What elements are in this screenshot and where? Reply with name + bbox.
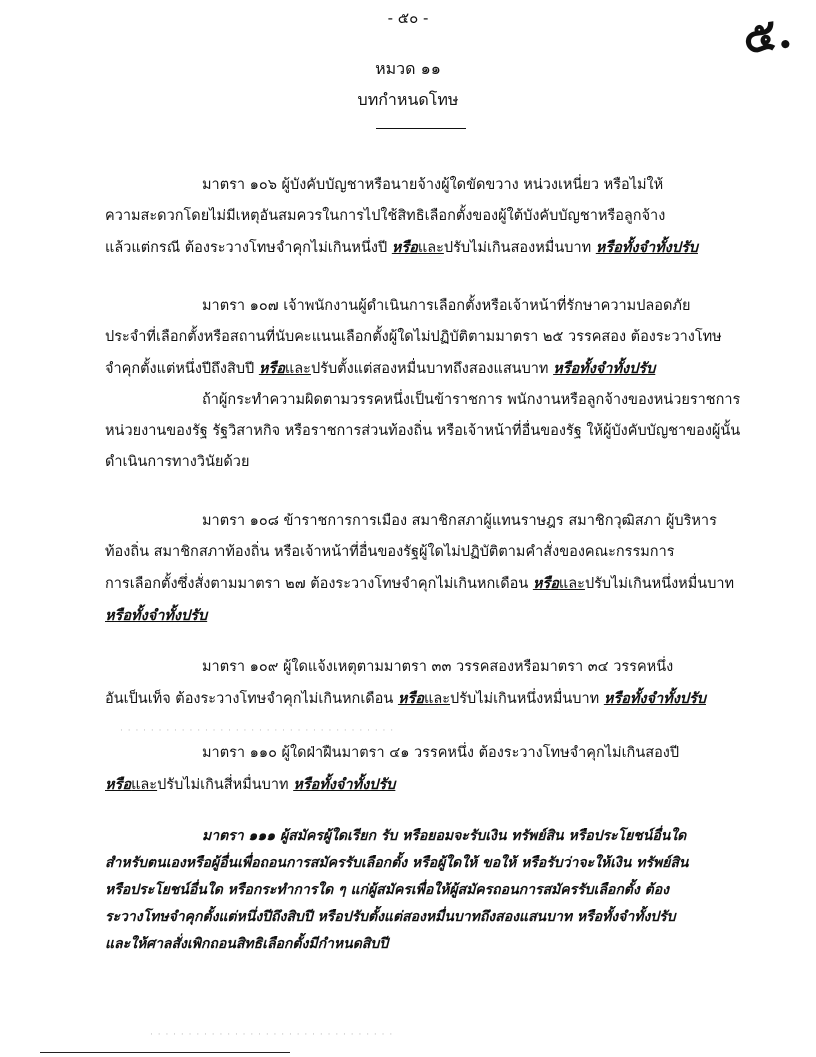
- underlined-text: และ: [284, 361, 311, 377]
- handwritten-insert: หรือทั้งจำทั้งปรับ: [293, 776, 396, 793]
- section-106-line-3: แล้วแต่กรณี ต้องระวางโทษจำคุกไม่เกินหนึ่งปี หรือและปรับไม่เกินสองหมื่นบาท หรือทั้งจำทั้งปรับ: [105, 239, 698, 256]
- faint-artifact: · · · · · · · · · · · · · · · · · · · · · · · · · · · · · · · · · · · ·: [120, 726, 395, 736]
- underlined-text: และ: [558, 576, 585, 592]
- section-107-line-2: ประจำที่เลือกตั้งหรือสถานที่นับคะแนนเลือกตั้งผู้ใดไม่ปฏิบัติตามมาตรา ๒๕ วรรคสอง ต้องระวางโทษ: [105, 329, 722, 345]
- section-110-line-1: มาตรา ๑๑๐ ผู้ใดฝ่าฝืนมาตรา ๔๑ วรรคหนึ่ง ต้องระวางโทษจำคุกไม่เกินสองปี: [202, 745, 680, 761]
- handwritten-insert: หรือทั้งจำทั้งปรับ: [603, 690, 706, 707]
- section-109-line-1: มาตรา ๑๐๙ ผู้ใดแจ้งเหตุตามมาตรา ๓๓ วรรคสองหรือมาตรา ๓๔ วรรคหนึ่ง: [202, 659, 674, 675]
- handwritten-insert: หรือ: [397, 690, 424, 707]
- handwritten-insert: หรือ: [532, 575, 559, 592]
- handwritten-insert: หรือ: [105, 776, 132, 793]
- section-107-para-2-line-3: ดำเนินการทางวินัยด้วย: [105, 454, 250, 470]
- handwritten-insert: หรือทั้งจำทั้งปรับ: [595, 239, 698, 256]
- section-107-para-2-line-2: หน่วยงานของรัฐ รัฐวิสาหกิจ หรือราชการส่วนท้องถิ่น หรือเจ้าหน้าที่อื่นของรัฐ ให้ผู้บังคับบัญชาของผู้นั้น: [105, 423, 741, 439]
- title-underline: [376, 128, 466, 129]
- handwritten-insert: หรือทั้งจำทั้งปรับ: [553, 360, 656, 377]
- handwritten-insert: หรือ: [258, 360, 285, 377]
- chapter-title: บทกำหนดโทษ: [357, 90, 459, 109]
- section-107: [105, 291, 745, 478]
- underlined-text: และ: [417, 240, 444, 256]
- section-106-line-2: ความสะดวกโดยไม่มีเหตุอันสมควรในการไปใช้สิทธิเลือกตั้งของผู้ใต้บังคับบัญชาหรือลูกจ้าง: [105, 208, 666, 224]
- section-106: [105, 170, 745, 264]
- section-109-line-2: อันเป็นเท็จ ต้องระวางโทษจำคุกไม่เกินหกเดือน หรือและปรับไม่เกินหนึ่งหมื่นบาท หรือทั้งจำทั้งปรับ: [105, 690, 706, 707]
- section-108-line-3: การเลือกตั้งซึ่งสั่งตามมาตรา ๒๗ ต้องระวางโทษจำคุกไม่เกินหกเดือน หรือและปรับไม่เกินหนึ่งหมื่นบาท: [105, 575, 735, 592]
- handwritten-page-mark: ๕.: [740, 6, 796, 65]
- section-111-line-4: ระวางโทษจำคุกตั้งแต่หนึ่งปีถึงสิบปี หรือปรับตั้งแต่สองหมื่นบาทถึงสองแสนบาท หรือทั้งจำทั้งปรับ: [105, 909, 676, 925]
- section-108-line-1: มาตรา ๑๐๘ ข้าราชการการเมือง สมาชิกสภาผู้แทนราษฎร สมาชิกวุฒิสภา ผู้บริหาร: [202, 513, 717, 529]
- underlined-text: และ: [423, 691, 451, 707]
- chapter-number: หมวด ๑๑: [375, 59, 441, 78]
- faint-artifact: · · · · · · · · · · · · · · · · · · · · · · · · · · · · · · · ·: [150, 1030, 394, 1040]
- section-111-handwritten: [105, 823, 745, 958]
- section-109: [105, 652, 745, 715]
- section-107-para-2-line-1: ถ้าผู้กระทำความผิดตามวรรคหนึ่งเป็นข้าราชการ พนักงานหรือลูกจ้างของหน่วยราชการ: [202, 392, 741, 408]
- section-108: [105, 506, 745, 631]
- section-111-line-5: และให้ศาลสั่งเพิกถอนสิทธิเลือกตั้งมีกำหนดสิบปี: [105, 936, 389, 952]
- section-108-line-2: ท้องถิ่น สมาชิกสภาท้องถิ่น หรือเจ้าหน้าที่อื่นของรัฐผู้ใดไม่ปฏิบัติตามคำสั่งของคณะกรรมการ: [105, 544, 675, 560]
- section-111-line-3: หรือประโยชน์อื่นใด หรือกระทำการใด ๆ แก่ผู้สมัครเพื่อให้ผู้สมัครถอนการสมัครรับเลือกตั้ง ต้อง: [105, 882, 669, 898]
- section-111-line-1: มาตรา ๑๑๑ ผู้สมัครผู้ใดเรียก รับ หรือยอมจะรับเงิน ทรัพย์สิน หรือประโยชน์อื่นใด: [202, 828, 687, 844]
- section-107-line-3: จำคุกตั้งแต่หนึ่งปีถึงสิบปี หรือและปรับตั้งแต่สองหมื่นบาทถึงสองแสนบาท หรือทั้งจำทั้งปรับ: [105, 360, 656, 377]
- section-111-line-2: สำหรับตนเองหรือผู้อื่นเพื่อถอนการสมัครรับเลือกตั้ง หรือผู้ใดให้ ขอให้ หรือรับว่าจะให้เงิน ทรัพย์สิน: [105, 855, 689, 871]
- section-106-line-1: มาตรา ๑๐๖ ผู้บังคับบัญชาหรือนายจ้างผู้ใดขัดขวาง หน่วงเหนี่ยว หรือไม่ให้: [202, 177, 664, 193]
- section-110: [105, 738, 745, 801]
- handwritten-insert: หรือ: [391, 239, 418, 256]
- section-110-line-2: หรือและปรับไม่เกินสี่หมื่นบาท หรือทั้งจำทั้งปรับ: [105, 776, 396, 793]
- underlined-text: และ: [131, 777, 158, 793]
- section-108-line-4: หรือทั้งจำทั้งปรับ: [105, 607, 208, 624]
- page-number: - ๕๐ -: [387, 9, 429, 27]
- section-107-line-1: มาตรา ๑๐๗ เจ้าพนักงานผู้ดำเนินการเลือกตั้งหรือเจ้าหน้าที่รักษาความปลอดภัย: [202, 298, 691, 314]
- bottom-rule: [40, 1052, 290, 1053]
